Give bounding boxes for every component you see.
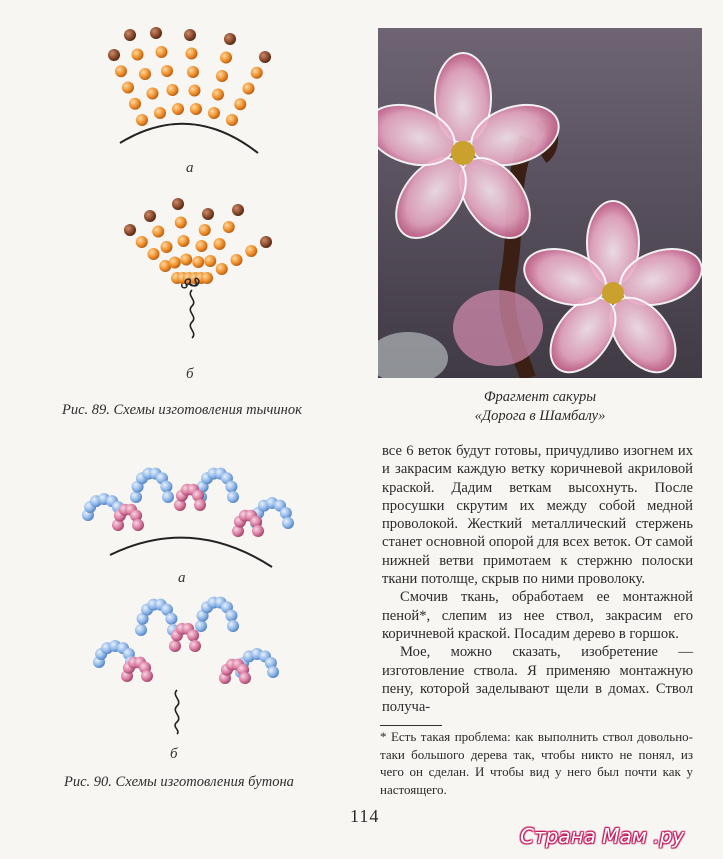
bud-diagram-b: [85, 590, 285, 740]
bead: [147, 88, 159, 100]
stamen-diagram-a: [100, 25, 275, 160]
bead: [190, 103, 202, 115]
bead: [169, 640, 181, 652]
bead: [186, 48, 198, 60]
page-number: 114: [350, 806, 380, 826]
bead: [175, 217, 187, 229]
bead: [234, 98, 246, 110]
watermark: Страна Мам .ру: [520, 824, 685, 848]
bead: [201, 272, 213, 284]
bead: [161, 65, 173, 77]
bead: [226, 114, 238, 126]
photo-caption: [430, 388, 650, 426]
photo-caption-line2: «Дорога в Шамбалу»: [474, 408, 606, 424]
bead: [225, 610, 237, 622]
bead: [132, 519, 144, 531]
bead: [212, 89, 224, 101]
bead: [214, 238, 226, 250]
bead: [225, 481, 237, 493]
bead: [192, 256, 204, 268]
bead: [136, 236, 148, 248]
bead-tip: [124, 29, 136, 41]
bead: [156, 46, 168, 58]
bead: [136, 114, 148, 126]
bead: [167, 84, 179, 96]
bead-tip: [202, 208, 214, 220]
figure89-caption: Рис. 89. Схемы изготовления тычинок: [62, 402, 302, 418]
footnote: * Есть такая проблема: как выполнить ствол довольно-таки большого дерева так, чтобы никто не понял, из чего он сделан. И чтобы вид у него был почти как у настоящего.: [380, 729, 693, 797]
bead: [180, 254, 192, 266]
bead: [178, 235, 190, 247]
bead: [141, 670, 153, 682]
bead: [267, 666, 279, 678]
bead: [282, 517, 294, 529]
bead-tip: [144, 210, 156, 222]
figure90-sublabel-a: а: [178, 570, 186, 586]
stamen-diagram-b: [100, 198, 275, 358]
bead-tip: [172, 198, 184, 210]
paragraph-2: Смочив ткань, обработаем ее монтажной пеной*, слепим из нее ствол, закрасим его коричневой краской. Посадим дерево в горшок.: [382, 589, 693, 642]
bead: [189, 640, 201, 652]
bead: [196, 240, 208, 252]
bead: [187, 629, 199, 641]
bead: [160, 481, 172, 493]
bead-tip: [260, 236, 272, 248]
bead: [154, 107, 166, 119]
bead: [227, 491, 239, 503]
bead-tip: [224, 33, 236, 45]
paragraph-3: Мое, можно сказать, изобретение — изготовление ствола. Я применяю монтажную пену, которой заделывают щели в домах. Ствол получа-: [382, 644, 693, 716]
bead-tip: [108, 49, 120, 61]
body-text: [382, 442, 693, 716]
bead: [280, 507, 292, 519]
bud-diagram-a: [72, 455, 302, 575]
bead: [129, 98, 141, 110]
bead: [245, 245, 257, 257]
bead: [223, 221, 235, 233]
bead: [132, 49, 144, 61]
bead: [227, 620, 239, 632]
bead-tip: [184, 29, 196, 41]
bead: [152, 226, 164, 238]
bead: [148, 248, 160, 260]
bead: [187, 66, 199, 78]
bead-tip: [232, 204, 244, 216]
bead: [231, 254, 243, 266]
bead: [216, 263, 228, 275]
bead: [199, 224, 211, 236]
figure90-caption: Рис. 90. Схемы изготовления бутона: [64, 774, 294, 790]
bead: [251, 67, 263, 79]
bead: [122, 82, 134, 94]
footnote-rule: [380, 725, 442, 726]
bead: [195, 620, 207, 632]
photo-caption-line1: Фрагмент сакуры: [483, 389, 597, 405]
bead: [194, 499, 206, 511]
bead: [204, 255, 216, 267]
bead: [208, 107, 220, 119]
figure90-sublabel-b: б: [170, 746, 178, 762]
bead-tip: [259, 51, 271, 63]
bead: [172, 103, 184, 115]
bead: [220, 52, 232, 64]
bead: [139, 68, 151, 80]
bead: [169, 257, 181, 269]
bead: [216, 70, 228, 82]
figure89-sublabel-b: б: [186, 366, 194, 382]
figure89-sublabel-a: а: [186, 160, 194, 176]
sakura-photo: [378, 28, 702, 378]
bead: [161, 241, 173, 253]
paragraph-1: все 6 веток будут готовы, причудливо изогнем их и закрасим каждую ветку коричневой акриловой краской. Дадим веткам высохнуть. После просушки скрутим их между собой медной проволокой. Жесткий металлический стержень станет основной опорой для всех веток. От самой нижней ветви примотаем к стержню полоски ткани потолще, скрыв по ними проволоку.: [382, 443, 693, 588]
bead: [115, 65, 127, 77]
bead: [165, 613, 177, 625]
bead: [189, 85, 201, 97]
bead: [243, 83, 255, 95]
bead: [162, 491, 174, 503]
bead-tip: [150, 27, 162, 39]
bead: [239, 672, 251, 684]
bead: [130, 491, 142, 503]
bead-tip: [124, 224, 136, 236]
bead: [135, 624, 147, 636]
bead: [252, 525, 264, 537]
